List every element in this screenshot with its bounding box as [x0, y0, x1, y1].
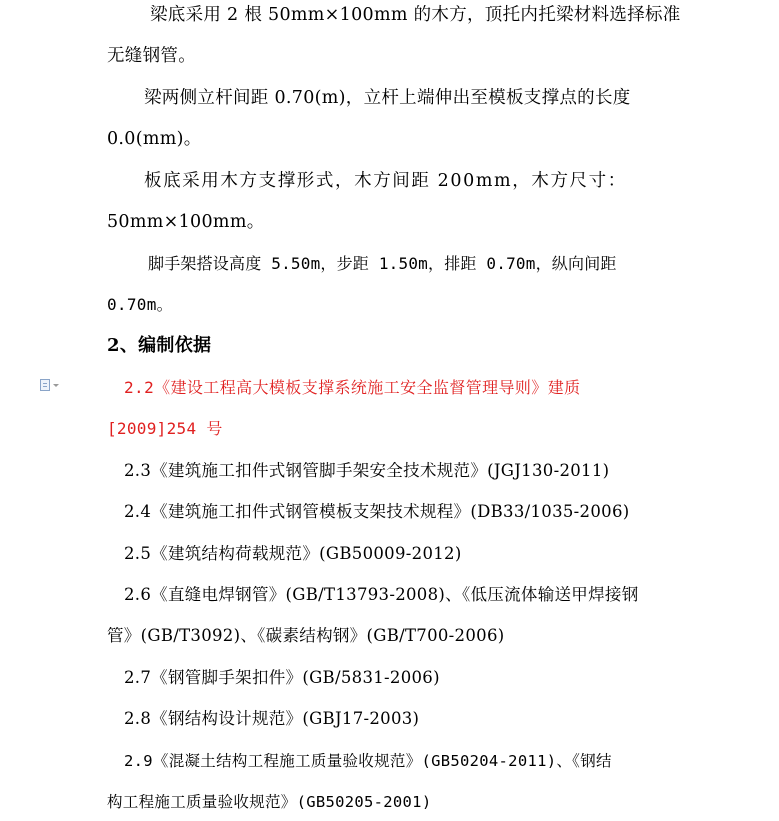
body-line-8: 0.70m。	[107, 295, 173, 314]
section-heading: 2、编制依据	[107, 335, 212, 356]
reference-2-4: 2.4《建筑施工扣件式钢管模板支架技术规程》(DB33/1035-2006)	[124, 502, 630, 521]
reference-2-6: 2.6《直缝电焊钢管》(GB/T13793-2008)、《低压流体输送甲焊接钢	[124, 585, 639, 604]
body-line-2: 无缝钢管。	[107, 46, 196, 66]
reference-2-5: 2.5《建筑结构荷载规范》(GB50009-2012)	[124, 544, 462, 563]
margin-marker[interactable]	[40, 377, 64, 393]
reference-2-9: 2.9《混凝土结构工程施工质量验收规范》(GB50204-2011)、《钢结	[124, 752, 612, 770]
reference-2-2-cont: [2009]254 号	[107, 419, 223, 438]
body-line-1: 梁底采用 2 根 50mm×100mm 的木方，顶托内托梁材料选择标准	[150, 5, 681, 25]
reference-2-3: 2.3《建筑施工扣件式钢管脚手架安全技术规范》(JGJ130-2011)	[124, 461, 610, 480]
chevron-down-icon	[53, 384, 59, 387]
body-line-3: 梁两侧立杆间距 0.70(m)，立杆上端伸出至模板支撑点的长度	[144, 88, 631, 108]
document-icon	[40, 379, 50, 391]
body-line-7: 脚手架搭设高度 5.50m，步距 1.50m，排距 0.70m，纵向间距	[148, 254, 617, 273]
reference-2-6-cont: 管》(GB/T3092)、《碳素结构钢》(GB/T700-2006)	[107, 626, 505, 645]
reference-2-8: 2.8《钢结构设计规范》(GBJ17-2003)	[124, 709, 420, 728]
body-line-5: 板底采用木方支撑形式，木方间距 200mm，木方尺寸：	[144, 171, 627, 191]
body-line-6: 50mm×100mm。	[107, 212, 265, 232]
body-line-4: 0.0(mm)。	[107, 129, 202, 149]
reference-2-2: 2.2《建设工程高大模板支撑系统施工安全监督管理导则》建质	[124, 378, 581, 397]
reference-2-9-cont: 构工程施工质量验收规范》(GB50205-2001)	[107, 793, 432, 811]
reference-2-7: 2.7《钢管脚手架扣件》(GB/5831-2006)	[124, 668, 440, 687]
